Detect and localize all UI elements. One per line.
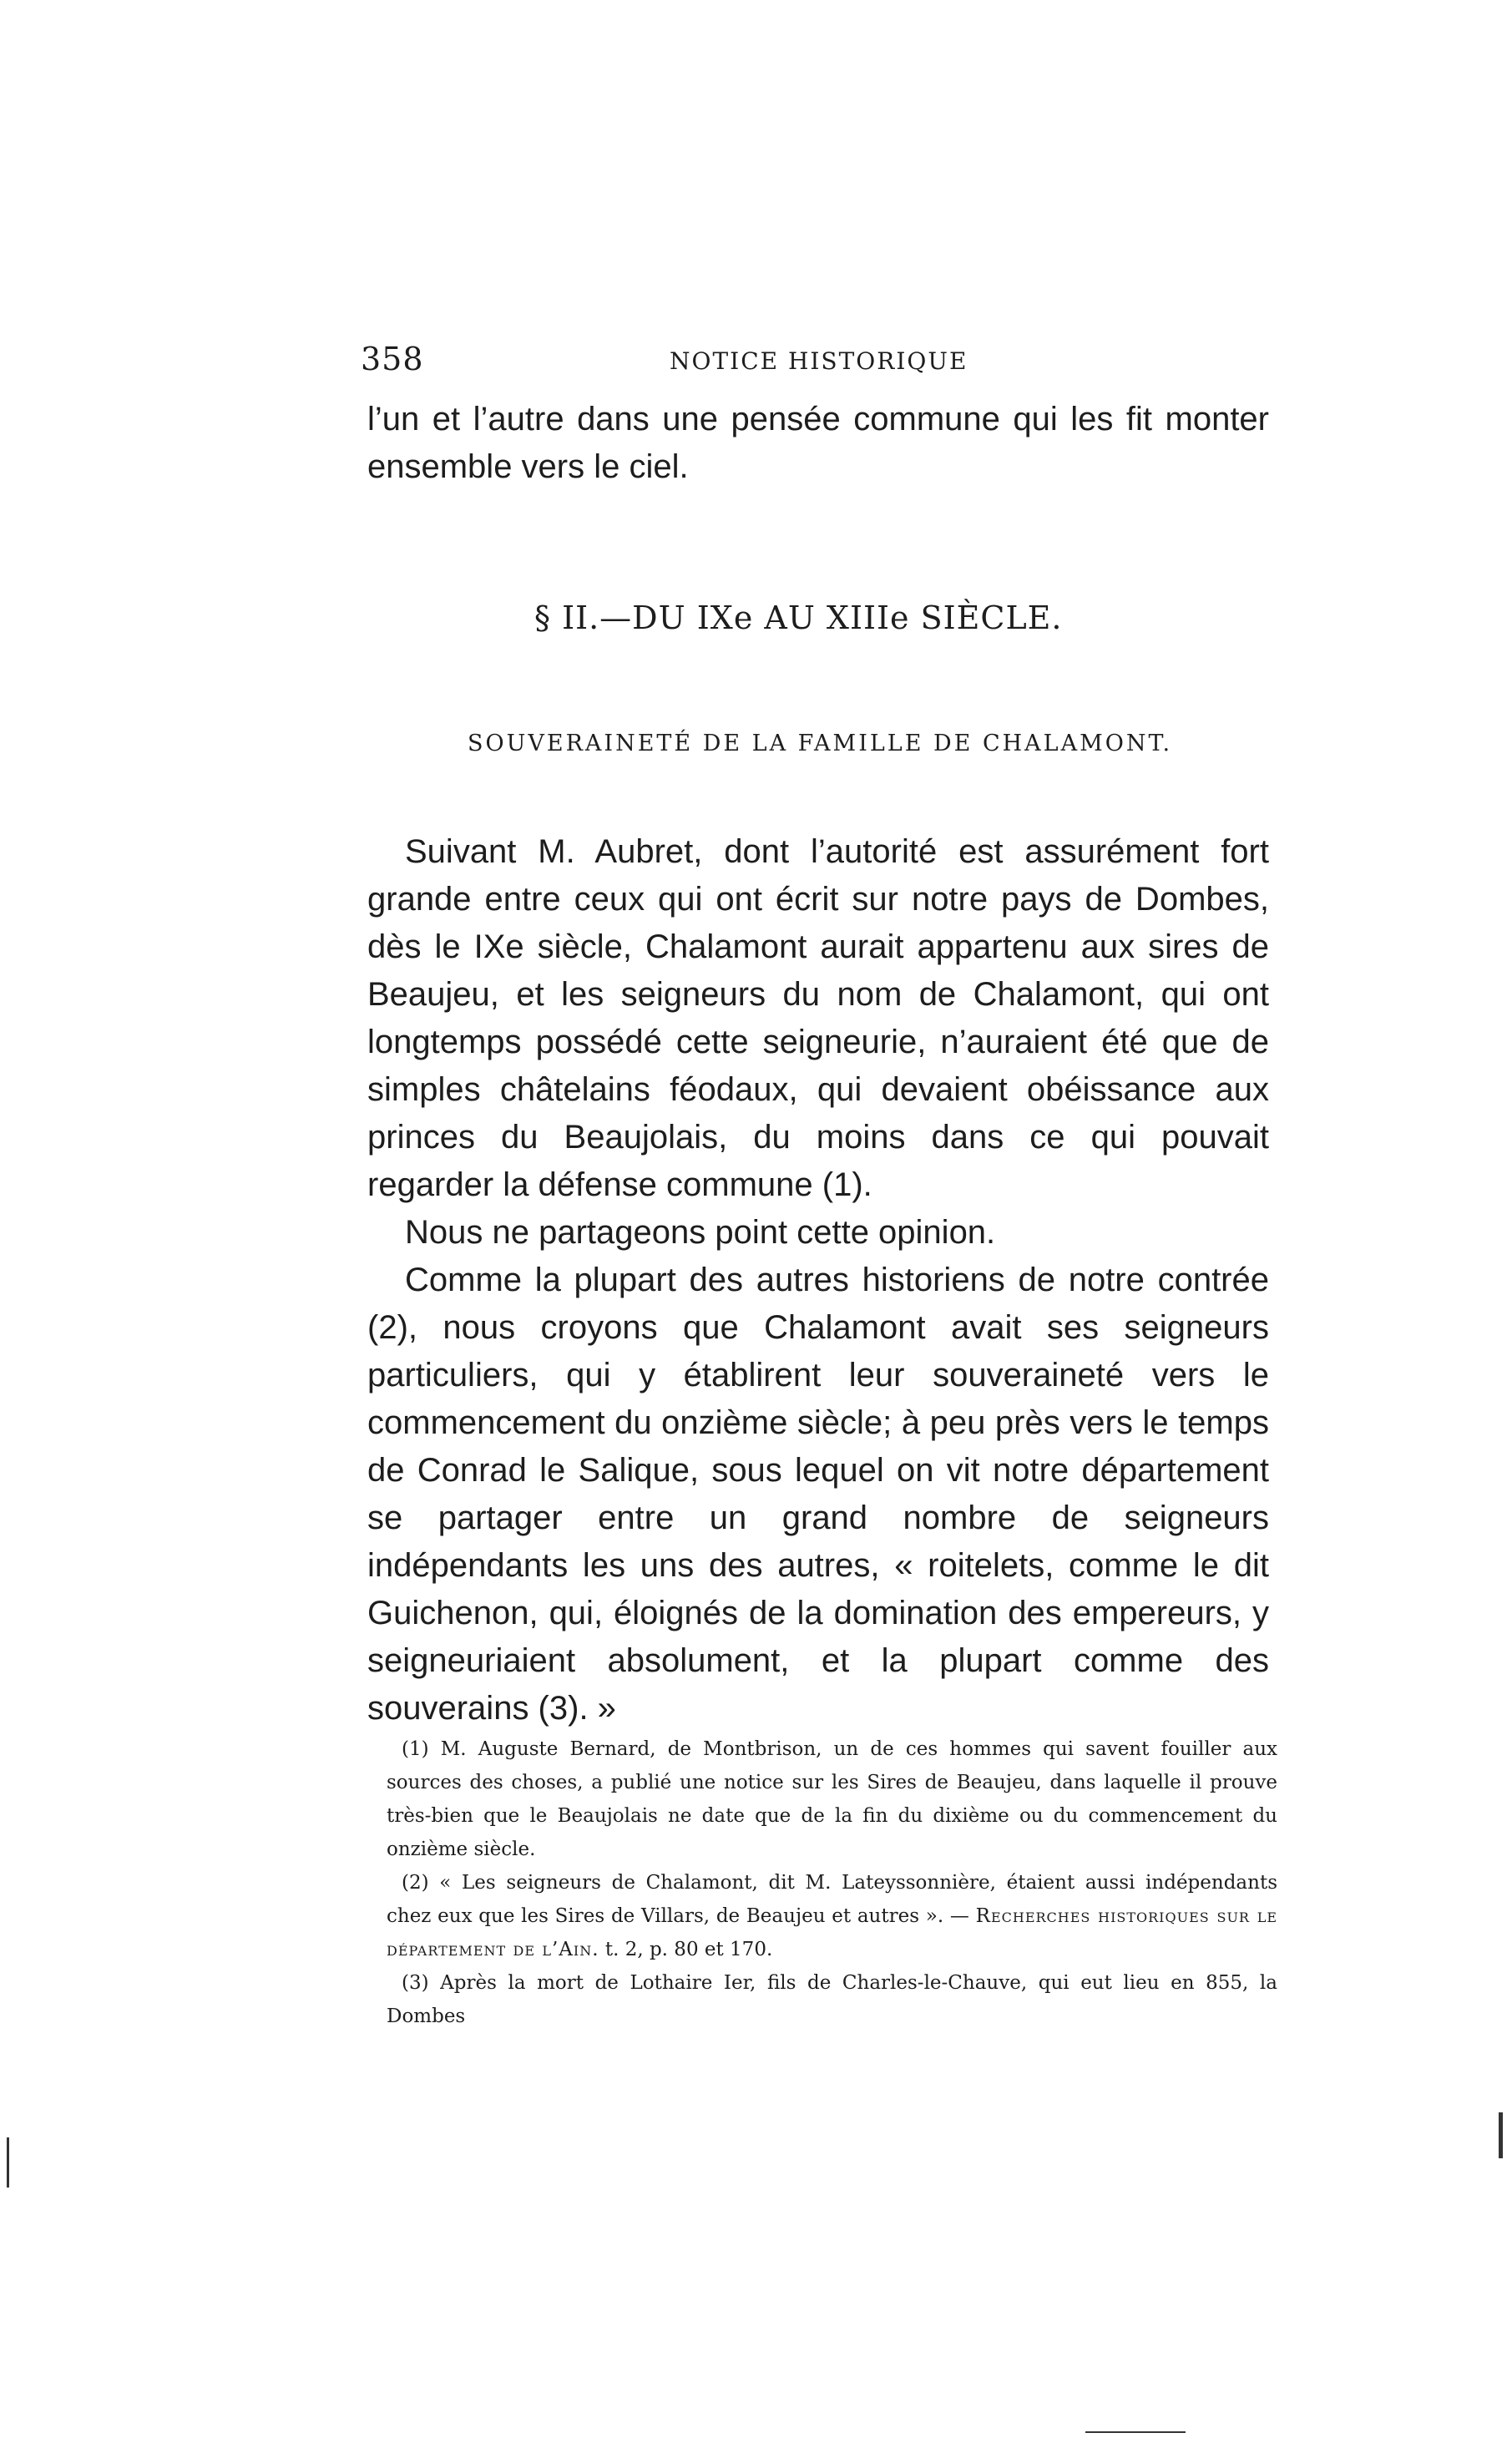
footnote-2-reference: t. 2, p. 80 et 170. bbox=[599, 1939, 773, 1960]
paragraph-1: Suivant M. Aubret, dont l’autorité est assurément fort grande entre ceux qui ont écrit sur notre pays de Dombes, dès le IXe siècle, Chalamont aurait appartenu aux sires de Beaujeu, et les seigneurs du nom de Chalamont, qui ont longtemps possédé cette seigneurie, n’auraient été que de simples châtelains féodaux, qui devaient obéissance aux princes du Beaujolais, du moins dans ce qui pouvait regarder la défense commune (1). bbox=[367, 833, 1269, 1203]
running-title: NOTICE HISTORIQUE bbox=[670, 347, 968, 375]
footnote-1: (1) M. Auguste Bernard, de Montbrison, un de ces hommes qui savent fouiller aux sources des choses, a publié une notice sur les Sires de Beaujeu, dans laquelle il prouve très-bien que le Beaujolais ne date que de la fin du dixième ou du commencement du onzième siècle. bbox=[387, 1738, 1277, 1860]
scan-mark-bottom bbox=[1085, 2431, 1186, 2433]
page-number: 358 bbox=[361, 341, 424, 377]
paragraph-2: Nous ne partageons point cette opinion. bbox=[405, 1214, 996, 1251]
section-subtitle: SOUVERAINETÉ DE LA FAMILLE DE CHALAMONT. bbox=[468, 731, 1173, 756]
footnote-2 bbox=[387, 1866, 1277, 1966]
continuation-text bbox=[367, 396, 1269, 491]
footnote-2-source: Recherches historiques sur le département de l’Ain. bbox=[387, 1905, 1278, 1960]
footnote-3: (3) Après la mort de Lothaire Ier, fils de Charles-le-Chauve, qui eut lieu en 855, la Dombes bbox=[387, 1972, 1277, 2027]
main-text bbox=[367, 828, 1269, 1732]
paragraph-3: Comme la plupart des autres historiens de notre contrée (2), nous croyons que Chalamont avait ses seigneurs particuliers, qui y établirent leur souveraineté vers le commencement du onzième siècle; à peu près vers le temps de Conrad le Salique, sous lequel on vit notre département se partager entre un grand nombre de seigneurs indépendants les uns des autres, « roitelets, comme le dit Guichenon, qui, éloignés de la domination des empereurs, y seigneuriaient absolument, et la plupart comme des souverains (3). » bbox=[367, 1262, 1269, 1727]
continuation-paragraph: l’un et l’autre dans une pensée commune qui les fit monter ensemble vers le ciel. bbox=[367, 401, 1269, 485]
section-title: § II.—DU IXe AU XIIIe SIÈCLE. bbox=[534, 599, 1063, 636]
page-header bbox=[361, 341, 1271, 391]
scan-mark-left bbox=[7, 2137, 9, 2188]
scan-mark-right bbox=[1499, 2112, 1503, 2158]
footnote-2-text: (2) « Les seigneurs de Chalamont, dit M. Lateyssonnière, étaient aussi indépendants chez eux que les Sires de Villars, de Beaujeu et autres ». — bbox=[387, 1872, 1277, 1927]
footnotes bbox=[387, 1732, 1277, 2033]
